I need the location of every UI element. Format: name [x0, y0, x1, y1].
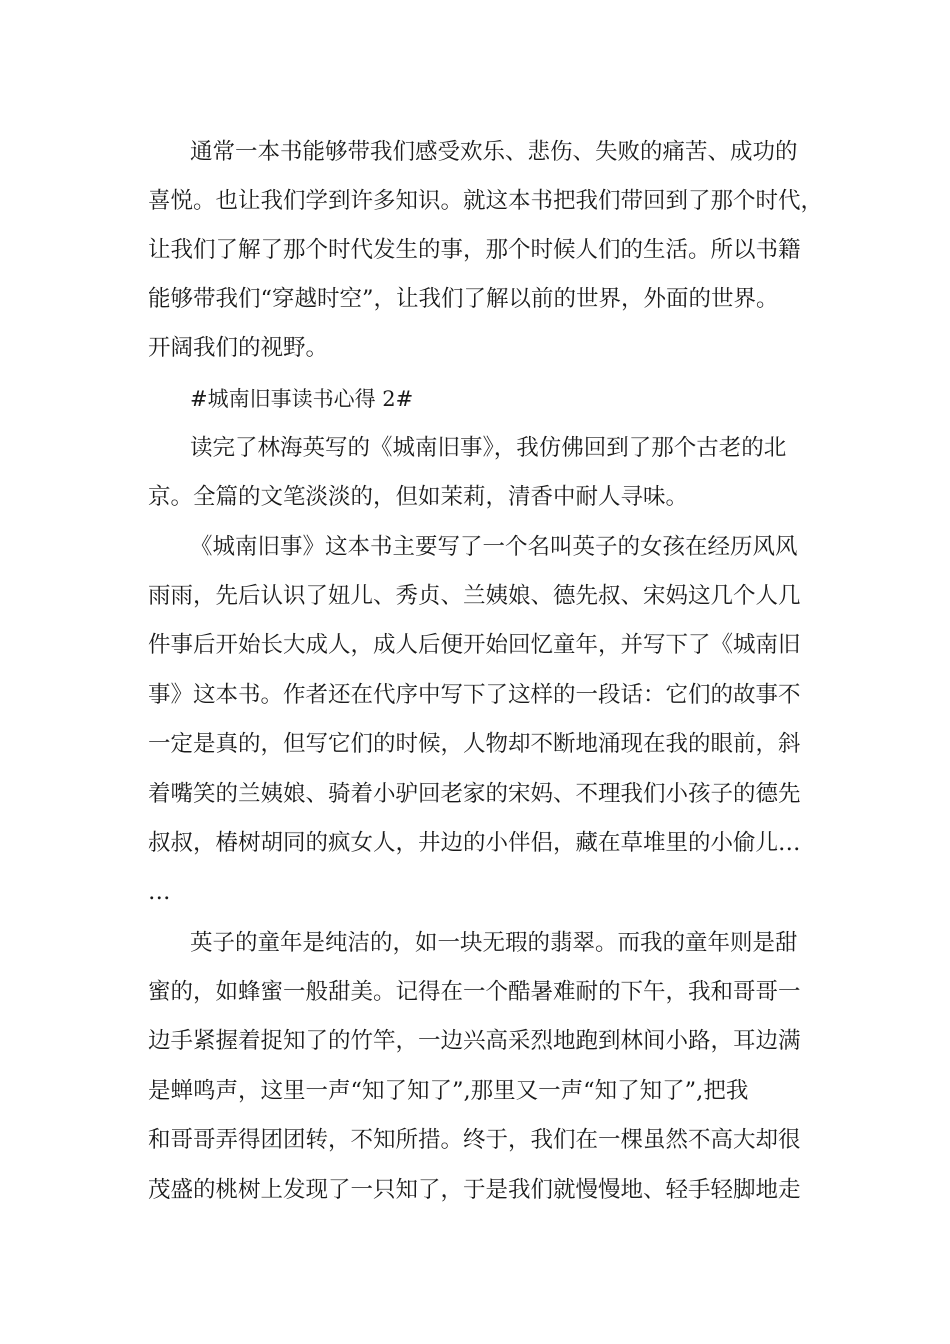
text-line: 喜悦。也让我们学到许多知识。就这本书把我们带回到了那个时代， — [148, 188, 824, 214]
text-line: 开阔我们的视野。 — [148, 335, 329, 361]
text-line: 事》这本书。作者还在代序中写下了这样的一段话：它们的故事不 — [148, 682, 801, 708]
text-line: 一定是真的，但写它们的时候，人物却不断地涌现在我的眼前，斜 — [148, 731, 801, 757]
text-line: 雨雨，先后认识了妞儿、秀贞、兰姨娘、德先叔、宋妈这几个人几 — [148, 583, 801, 609]
text-line: 着嘴笑的兰姨娘、骑着小驴回老家的宋妈、不理我们小孩子的德先 — [148, 781, 801, 807]
text-line: 读完了林海英写的《城南旧事》，我仿佛回到了那个古老的北 — [190, 435, 787, 461]
text-line: 茂盛的桃树上发现了一只知了，于是我们就慢慢地、轻手轻脚地走 — [148, 1177, 801, 1203]
text-line: 英子的童年是纯洁的，如一块无瑕的翡翠。而我的童年则是甜 — [190, 930, 798, 956]
text-line: 蜜的，如蜂蜜一般甜美。记得在一个酷暑难耐的下午，我和哥哥一 — [148, 979, 801, 1005]
text-line: 边手紧握着捉知了的竹竿，一边兴高采烈地跑到林间小路，耳边满 — [148, 1028, 801, 1054]
text-line: 《城南旧事》这本书主要写了一个名叫英子的女孩在经历风风 — [190, 534, 798, 560]
text-line: 件事后开始长大成人，成人后便开始回忆童年，并写下了《城南旧 — [148, 632, 801, 658]
section-heading: #城南旧事读书心得 2# — [190, 387, 414, 411]
text-line: 是蝉鸣声，这里一声“知了知了”,那里又一声“知了知了”,把我 — [148, 1078, 749, 1104]
text-line: … — [148, 879, 171, 905]
text-line: 能够带我们“穿越时空”，让我们了解以前的世界，外面的世界。 — [148, 286, 779, 312]
text-line: 京。全篇的文笔淡淡的，但如茉莉，清香中耐人寻味。 — [148, 484, 689, 510]
text-line: 和哥哥弄得团团转，不知所措。终于，我们在一棵虽然不高大却很 — [148, 1127, 801, 1153]
text-line: 通常一本书能够带我们感受欢乐、悲伤、失败的痛苦、成功的 — [190, 139, 798, 165]
text-line: 让我们了解了那个时代发生的事，那个时候人们的生活。所以书籍 — [148, 237, 801, 263]
text-line: 叔叔，椿树胡同的疯女人，井边的小伴侣，藏在草堆里的小偷儿… — [148, 830, 801, 856]
